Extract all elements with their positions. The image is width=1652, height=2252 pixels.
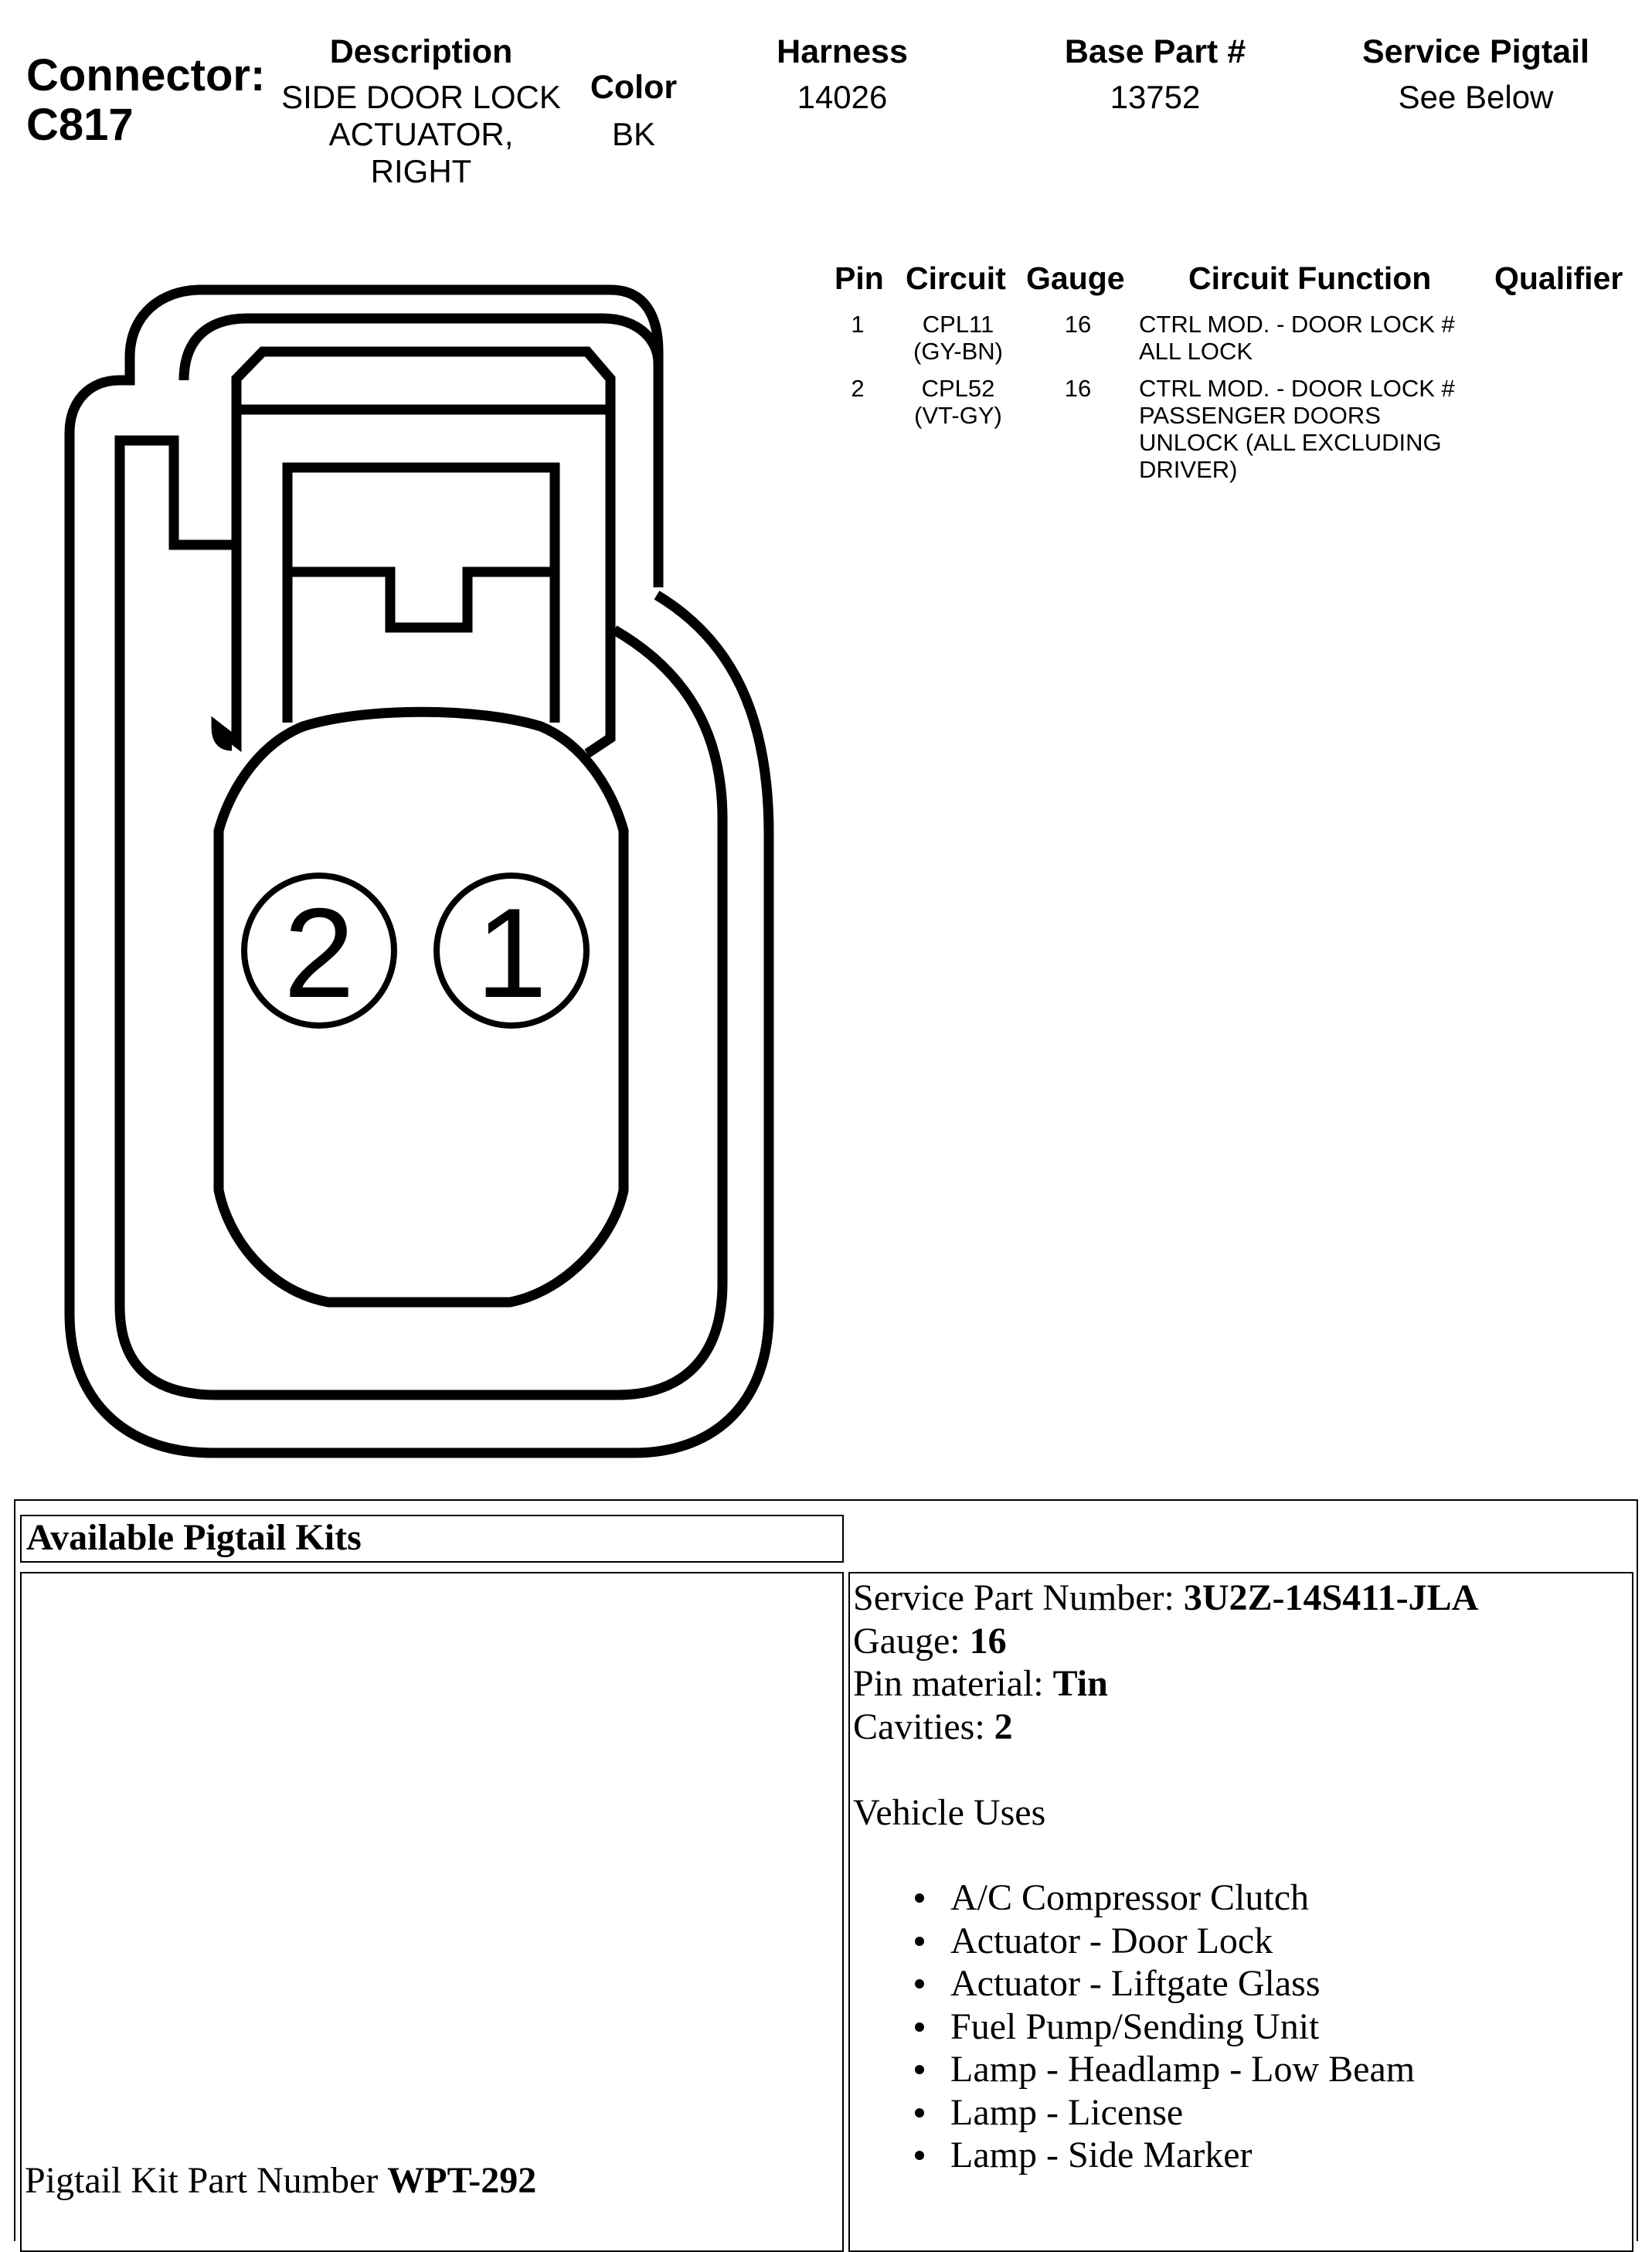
pigtail-kits-title: Available Pigtail Kits [20,1515,844,1563]
table-row-2-gauge: 16 [1064,375,1092,402]
vehicle-use-text: Actuator - Liftgate Glass [950,1963,1321,2004]
gauge-column-header: Gauge [1026,260,1125,296]
circuit-color: (VT-GY) [914,402,1002,429]
pin-material-value: Tin [1052,1663,1108,1704]
connector-id: C817 [26,100,134,150]
kit-part-value: WPT-292 [387,2160,537,2201]
vehicle-use-text: Fuel Pump/Sending Unit [950,2005,1320,2047]
list-item [950,2091,1623,2135]
circuit-id: CPL52 [921,375,995,402]
connector-label: Connector: [26,50,266,100]
qualifier-column-header: Qualifier [1494,260,1623,296]
cavities-value: 2 [994,1706,1013,1747]
bullet-icon [915,2151,924,2160]
bullet-icon [915,1937,924,1946]
description-line: SIDE DOOR LOCK [281,79,561,115]
service-part-value: 3U2Z-14S411-JLA [1183,1577,1479,1618]
description-line: RIGHT [370,153,472,189]
pin-column-header: Pin [834,260,884,296]
bullet-icon [915,2022,924,2032]
list-item [950,2048,1623,2091]
list-item [950,2134,1623,2177]
base-part-value: 13752 [1110,79,1201,115]
vehicle-use-text: Lamp - Headlamp - Low Beam [950,2049,1416,2090]
color-value: BK [611,116,656,152]
function-line: UNLOCK (ALL EXCLUDING [1139,429,1442,456]
cavities-label: Cavities: [853,1706,994,1747]
circuit-id: CPL11 [922,311,994,338]
circuit-color: (GY-BN) [913,338,1003,365]
vehicle-use-text: Actuator - Door Lock [950,1920,1273,1961]
function-line: CTRL MOD. - DOOR LOCK # [1139,375,1455,402]
cavities [853,1706,1626,1749]
function-line: DRIVER) [1139,456,1238,483]
list-item [950,1876,1623,1920]
description-header: Description [329,33,513,70]
circuit-column-header: Circuit [906,260,1006,296]
service-pigtail-header: Service Pigtail [1362,33,1589,70]
pin-material [853,1662,1626,1706]
function-line: ALL LOCK [1139,338,1253,365]
service-part-label: Service Part Number: [853,1577,1184,1618]
vehicle-use-text: Lamp - Side Marker [950,2135,1253,2175]
harness-header: Harness [777,33,908,70]
function-column-header: Circuit Function [1188,260,1432,296]
cavity-1-label: 1 [476,882,547,1024]
pigtail-kit-specs [853,1577,1626,1834]
pigtail-kit-part-number [25,2159,536,2203]
latch-notch [287,572,555,628]
harness-value: 14026 [797,79,888,115]
table-row-1-pin: 1 [851,311,865,338]
service-part-number [853,1577,1626,1620]
pigtail-kit-left-cell [20,1572,844,2252]
list-item [950,2005,1623,2049]
latch-window [287,468,555,723]
table-row-2-pin: 2 [851,375,865,402]
list-item [950,1920,1623,1963]
base-part-header: Base Part # [1064,33,1246,70]
vehicle-uses-list [950,1876,1623,2177]
bullet-icon [915,1893,924,1903]
function-line: CTRL MOD. - DOOR LOCK # [1139,311,1455,338]
vehicle-use-text: Lamp - License [950,2091,1184,2133]
bullet-icon [915,1979,924,1988]
kit-gauge-label: Gauge: [853,1620,970,1662]
vehicle-use-text: A/C Compressor Clutch [950,1877,1309,1918]
connector-face-diagram [0,0,819,1484]
table-row-1-gauge: 16 [1064,311,1092,338]
kit-part-label: Pigtail Kit Part Number [25,2160,388,2201]
bullet-icon [915,2065,924,2074]
kit-gauge [853,1620,1626,1663]
cavity-2-label: 2 [284,882,355,1024]
list-item [950,1962,1623,2005]
vehicle-uses-label: Vehicle Uses [853,1791,1046,1833]
bullet-icon [915,2108,924,2118]
table-row-2-circuit [889,375,1028,429]
color-header: Color [590,69,678,106]
table-row-1-circuit [889,311,1028,365]
table-row-2-function [1139,375,1494,483]
function-line: PASSENGER DOORS [1139,402,1381,429]
pin-material-label: Pin material: [853,1663,1053,1704]
housing-inner-outline [120,441,722,1395]
table-row-1-function [1139,311,1494,365]
kit-gauge-value: 16 [969,1620,1007,1662]
description-line: ACTUATOR, [328,116,514,152]
service-pigtail-value: See Below [1398,79,1554,115]
